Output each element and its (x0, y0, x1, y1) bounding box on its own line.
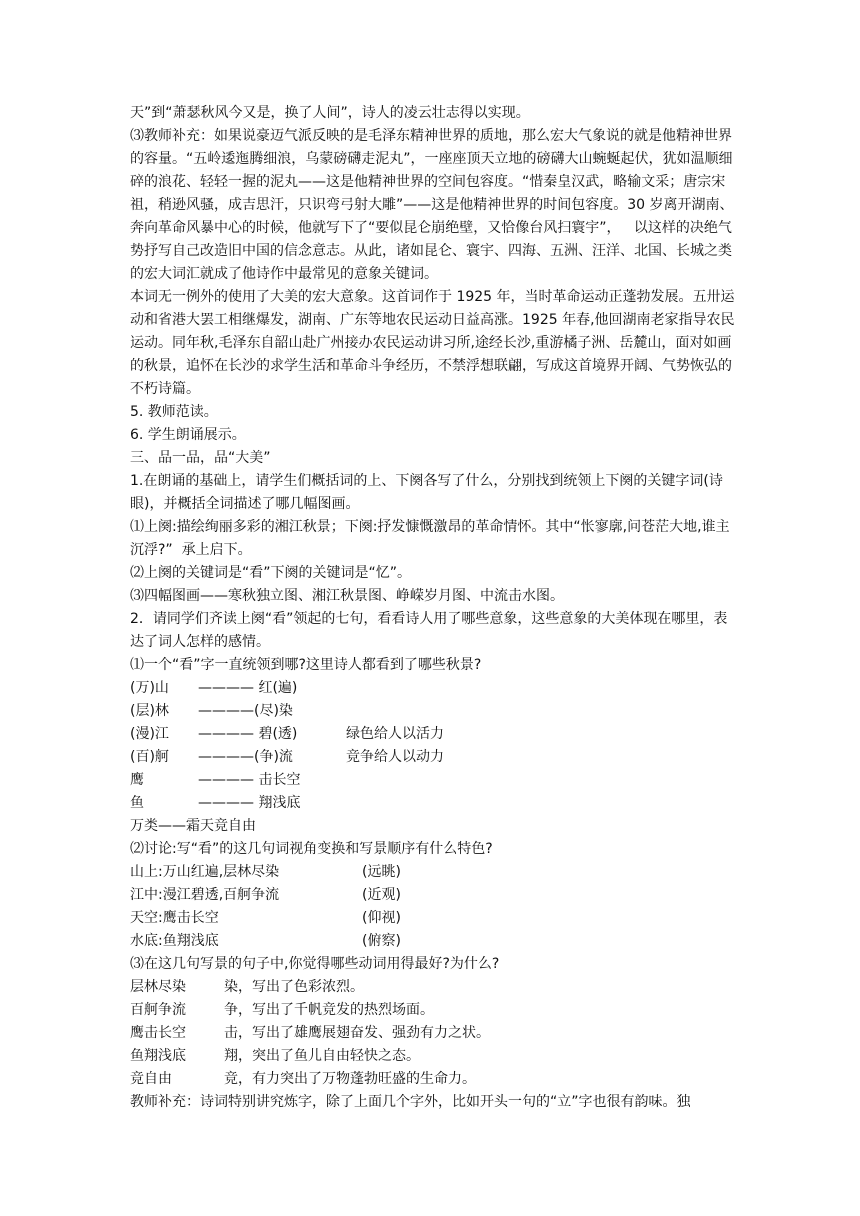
scenery-row (130, 769, 735, 792)
paragraph: ⑵上阕的关键词是“看”下阕的关键词是“忆”。 (130, 565, 412, 581)
view-angle: (远眺) (362, 864, 401, 880)
view-row (130, 907, 735, 930)
scenery-row (130, 677, 735, 700)
verb-list (130, 976, 735, 1091)
scenery-action: ———— 击长空 (198, 772, 301, 788)
verb-row (130, 1022, 735, 1045)
paragraph: ⑶四幅图画——寒秋独立图、湘江秋景图、峥嵘岁月图、中流击水图。 (130, 588, 564, 604)
verb-phrase: 百舸争流 (130, 1002, 186, 1018)
paragraph: 1.在朗诵的基础上，请学生们概括词的上、下阕各写了什么，分别找到统领上下阕的关键字词(诗眼)，并概括全词描述了哪几幅图画。 (130, 473, 723, 512)
scenery-action: ———— 碧(透) (198, 726, 298, 742)
verb-row (130, 1045, 735, 1068)
verb-row (130, 1068, 735, 1091)
paragraph: 教师补充：诗词特别讲究炼字，除了上面几个字外，比如开头一句的“立”字也很有韵味。独 (130, 1094, 691, 1110)
scenery-subject: (万)山 (130, 680, 169, 696)
paragraph: 2．请同学们齐读上阕“看”领起的七句，看看诗人用了哪些意象，这些意象的大美体现在哪里，表达了词人怎样的感情。 (130, 611, 728, 650)
verb-explanation: 竞，有力突出了万物蓬勃旺盛的生命力。 (224, 1071, 476, 1087)
scenery-subject: (百)舸 (130, 749, 169, 765)
scenery-action: ———— 翔浅底 (198, 795, 301, 811)
view-angle: (近观) (362, 887, 401, 903)
paragraph: ⑶在这几句写景的句子中,你觉得哪些动词用得最好?为什么? (130, 956, 500, 972)
scenery-action: ————(尽)染 (198, 703, 293, 719)
verb-row (130, 976, 735, 999)
view-row (130, 884, 735, 907)
section-heading: 三、品一品，品“大美” (130, 450, 271, 466)
scenery-action: ————(争)流 (198, 749, 293, 765)
paragraph: ⑴一个“看”字一直统领到哪?这里诗人都看到了哪些秋景? (130, 657, 482, 673)
paragraph: 本词无一例外的使用了大美的宏大意象。这首词作于 1925 年，当时革命运动正蓬勃发展。五卅运动和省港大罢工相继爆发，湖南、广东等地农民运动日益高涨。1925 年春,他回湖南老家指导农民运动。同年秋,毛泽东自韶山赴广州接办农民运动讲习所,途经长沙,重游橘子洲、岳麓山，面对如画的秋景，追怀在长沙的求学生活和革命斗争经历，不禁浮想联翩，写成这首境界开阔、气势恢弘的不朽诗篇。 (130, 289, 735, 397)
verb-phrase: 层林尽染 (130, 979, 186, 995)
view-text: 江中:漫江碧透,百舸争流 (130, 887, 280, 903)
scenery-subject: (漫)江 (130, 726, 169, 742)
verb-phrase: 鹰击长空 (130, 1025, 186, 1041)
paragraph: 6. 学生朗诵展示。 (130, 427, 246, 443)
paragraph: ⑶教师补充：如果说豪迈气派反映的是毛泽东精神世界的质地，那么宏大气象说的就是他精神世界的容量。“五岭逶迤腾细浪，乌蒙磅礴走泥丸”，一座座顶天立地的磅礴大山蜿蜒起伏，犹如温顺细碎的浪花、轻轻一握的泥丸——这是他精神世界的空间包容度。“惜秦皇汉武，略输文采；唐宗宋祖，稍逊风骚，成吉思汗，只识弯弓射大雕”——这是他精神世界的时间包容度。30 岁离开湖南、奔向革命风暴中心的时候，他就写下了“要似昆仑崩绝壁，又恰像台风扫寰宇”， 以这样的决绝气势抒写自己改造旧中国的信念意志。从此，诸如昆仑、寰宇、四海、五洲、汪洋、北国、长城之类的宏大词汇就成了他诗作中最常见的意象关键词。 (130, 128, 734, 282)
scenery-list (130, 677, 735, 815)
scenery-row (130, 746, 735, 769)
view-text: 山上:万山红遍,层林尽染 (130, 864, 280, 880)
view-row (130, 861, 735, 884)
scenery-note: 竞争给人以动力 (346, 749, 444, 765)
paragraph: 天”到“萧瑟秋风今又是，换了人间”，诗人的凌云壮志得以实现。 (130, 105, 530, 121)
paragraph: ⑵讨论:写“看”的这几句词视角变换和写景顺序有什么特色? (130, 841, 493, 857)
scenery-row (130, 792, 735, 815)
scenery-subject: 鹰 (130, 772, 144, 788)
scenery-subject: (层)林 (130, 703, 169, 719)
scenery-action: ———— 红(遍) (198, 680, 298, 696)
document-page (130, 102, 735, 1114)
view-row (130, 930, 735, 953)
scenery-note: 绿色给人以活力 (346, 726, 444, 742)
verb-explanation: 翔，突出了鱼儿自由轻快之态。 (224, 1048, 420, 1064)
scenery-subject: 鱼 (130, 795, 144, 811)
paragraph: 5. 教师范读。 (130, 404, 218, 420)
verb-phrase: 鱼翔浅底 (130, 1048, 186, 1064)
verb-row (130, 999, 735, 1022)
view-text: 水底:鱼翔浅底 (130, 933, 219, 949)
verb-phrase: 竞自由 (130, 1071, 172, 1087)
paragraph: ⑴上阕:描绘绚丽多彩的湘江秋景；下阕:抒发慷慨激昂的革命情怀。其中“怅寥廓,问苍茫大地,谁主沉浮?” 承上启下。 (130, 519, 730, 558)
scenery-row (130, 700, 735, 723)
verb-explanation: 击，写出了雄鹰展翅奋发、强劲有力之状。 (224, 1025, 490, 1041)
scenery-row (130, 723, 735, 746)
view-angle: (俯察) (362, 933, 401, 949)
view-angle: (仰视) (362, 910, 401, 926)
verb-explanation: 争，写出了千帆竞发的热烈场面。 (224, 1002, 434, 1018)
verb-explanation: 染，写出了色彩浓烈。 (224, 979, 364, 995)
view-text: 天空:鹰击长空 (130, 910, 219, 926)
view-list (130, 861, 735, 953)
paragraph: 万类——霜天竞自由 (130, 818, 256, 834)
